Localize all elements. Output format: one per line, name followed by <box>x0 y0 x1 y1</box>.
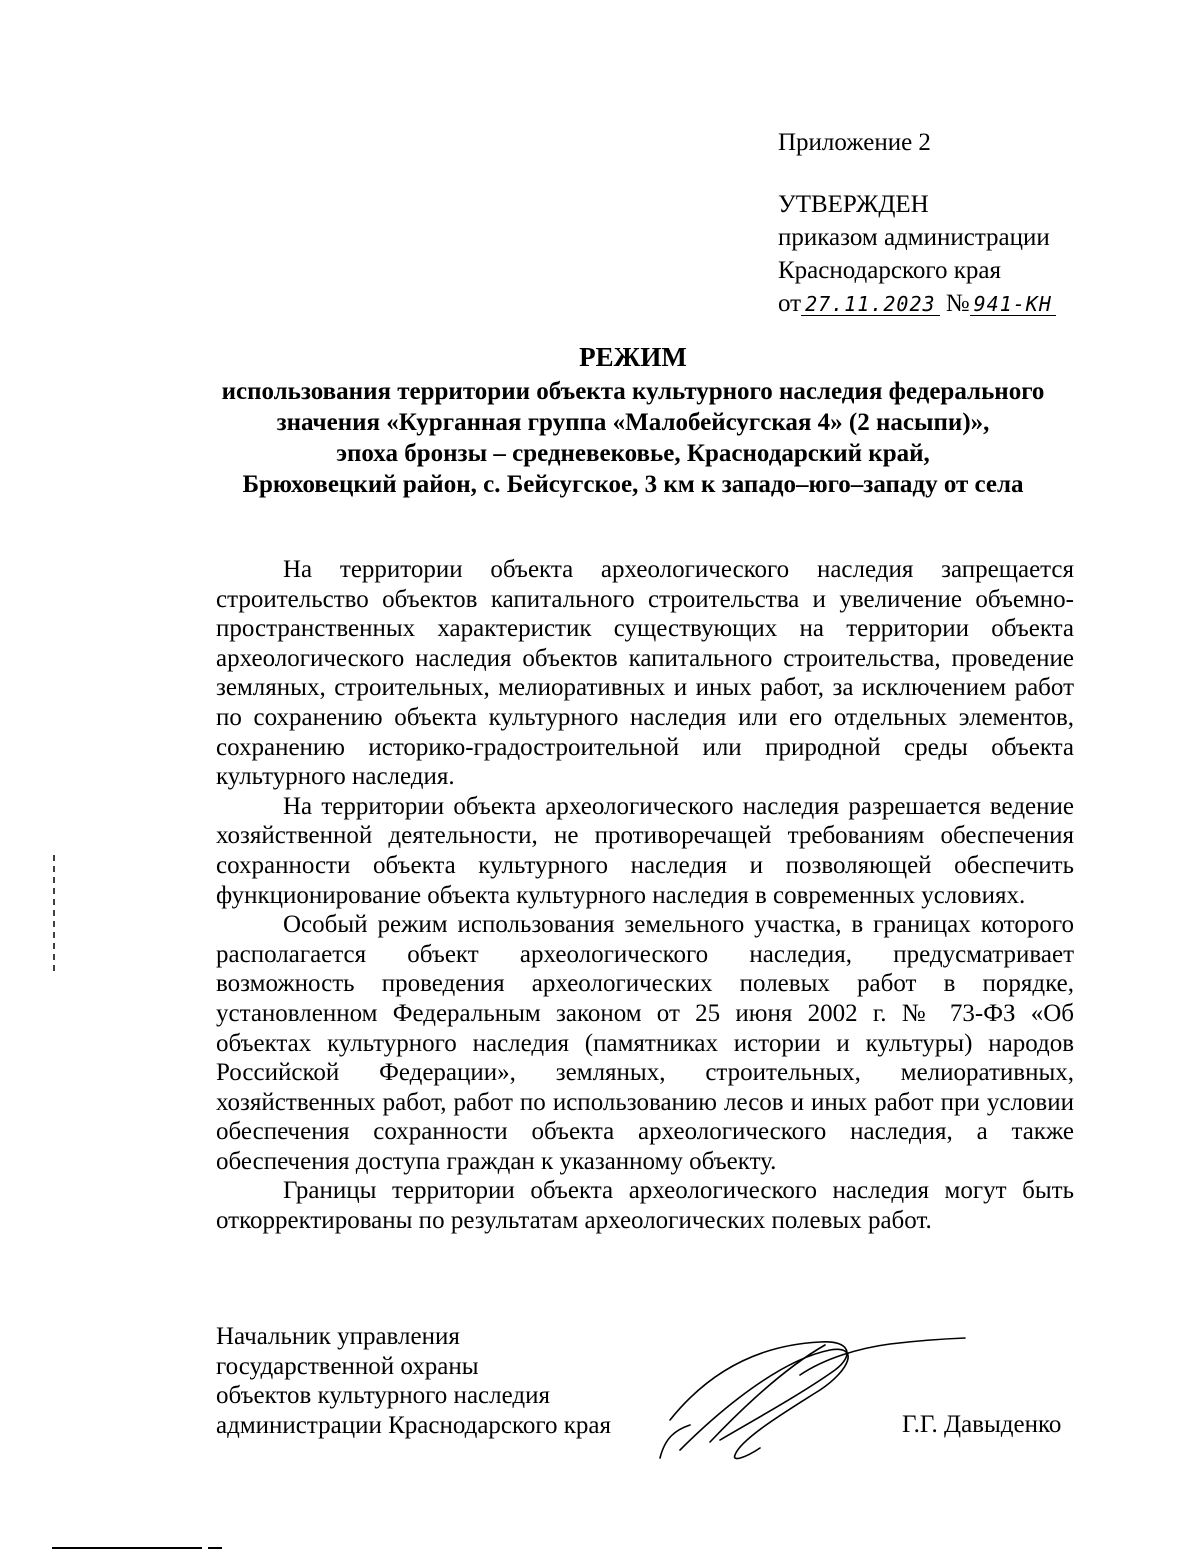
handwritten-signature <box>650 1330 970 1470</box>
title-heading: РЕЖИМ <box>579 342 687 372</box>
approval-stamp <box>778 126 1056 320</box>
signatory-position <box>216 1322 611 1440</box>
title-line-2: значения «Курганная группа «Малобейсугская 4» (2 насыпи)», <box>276 409 990 436</box>
number-prefix: № <box>945 290 970 317</box>
signatory-name: Г.Г. Давыденко <box>902 1411 1062 1438</box>
order-date-number <box>778 287 1056 320</box>
footer-rule <box>52 1547 202 1549</box>
order-date: 27.11.2023 <box>801 293 939 316</box>
approved-label: УТВЕРЖДЕН <box>778 191 929 218</box>
date-prefix: от <box>778 290 802 317</box>
footer-rule-tail <box>208 1547 222 1549</box>
paragraph-3: Особый режим использования земельного участка, в границах которого располагается объект археологического наследия, предусматривает возможность проведения археологических полевых работ в порядке, установленном Федеральным законом от 25 июня 2002 г. № 73-ФЗ «Об объектах культурного наследия (памятниках истории и культуры) народов Российской Федерации», земляных, строительных, мелиоративных, хозяйственных работ, работ по использованию лесов и иных работ при условии обеспечения сохранности объекта археологического наследия, а также обеспечения доступа граждан к указанному объекту. <box>216 911 1074 1175</box>
appendix-label: Приложение 2 <box>778 129 931 156</box>
position-line-4: администрации Краснодарского края <box>216 1411 612 1439</box>
document-title <box>200 342 1066 500</box>
title-line-3: эпоха бронзы – средневековье, Краснодарский край, <box>336 440 930 467</box>
paragraph-1: На территории объекта археологического наследия запрещается строительство объектов капитального строительства и увеличение объемно-пространственных характеристик существующих на территории объекта археологического наследия объектов капитального строительства, проведение земляных, строительных, мелиоративных и иных работ, за исключением работ по сохранению объекта культурного наследия или его отдельных элементов, сохранению историко-градостроительной или природной среды объекта культурного наследия. <box>216 556 1074 791</box>
position-line-3: объектов культурного наследия <box>216 1382 550 1409</box>
paragraph-4: Границы территории объекта археологического наследия могут быть откорректированы по результатам археологических полевых работ. <box>216 1177 1074 1235</box>
position-line-2: государственной охраны <box>216 1352 479 1380</box>
order-number: 941-КН <box>970 293 1056 316</box>
paragraph-2: На территории объекта археологического наследия разрешается ведение хозяйственной деятельности, не противоречащей требованиям обеспечения сохранности объекта культурного наследия и позволяющей обеспечить функционирование объекта культурного наследия в современных условиях. <box>216 792 1074 909</box>
title-line-1: использования территории объекта культурного наследия федерального <box>221 378 1045 405</box>
approved-by-line2: Краснодарского края <box>778 257 1001 284</box>
title-line-4: Брюховецкий район, с. Бейсугское, 3 км к западо–юго–западу от села <box>242 471 1024 498</box>
position-line-1: Начальник управления <box>216 1323 460 1350</box>
approved-by-line1: приказом администрации <box>778 224 1050 251</box>
margin-mark <box>52 855 56 975</box>
document-body <box>216 555 1074 1236</box>
